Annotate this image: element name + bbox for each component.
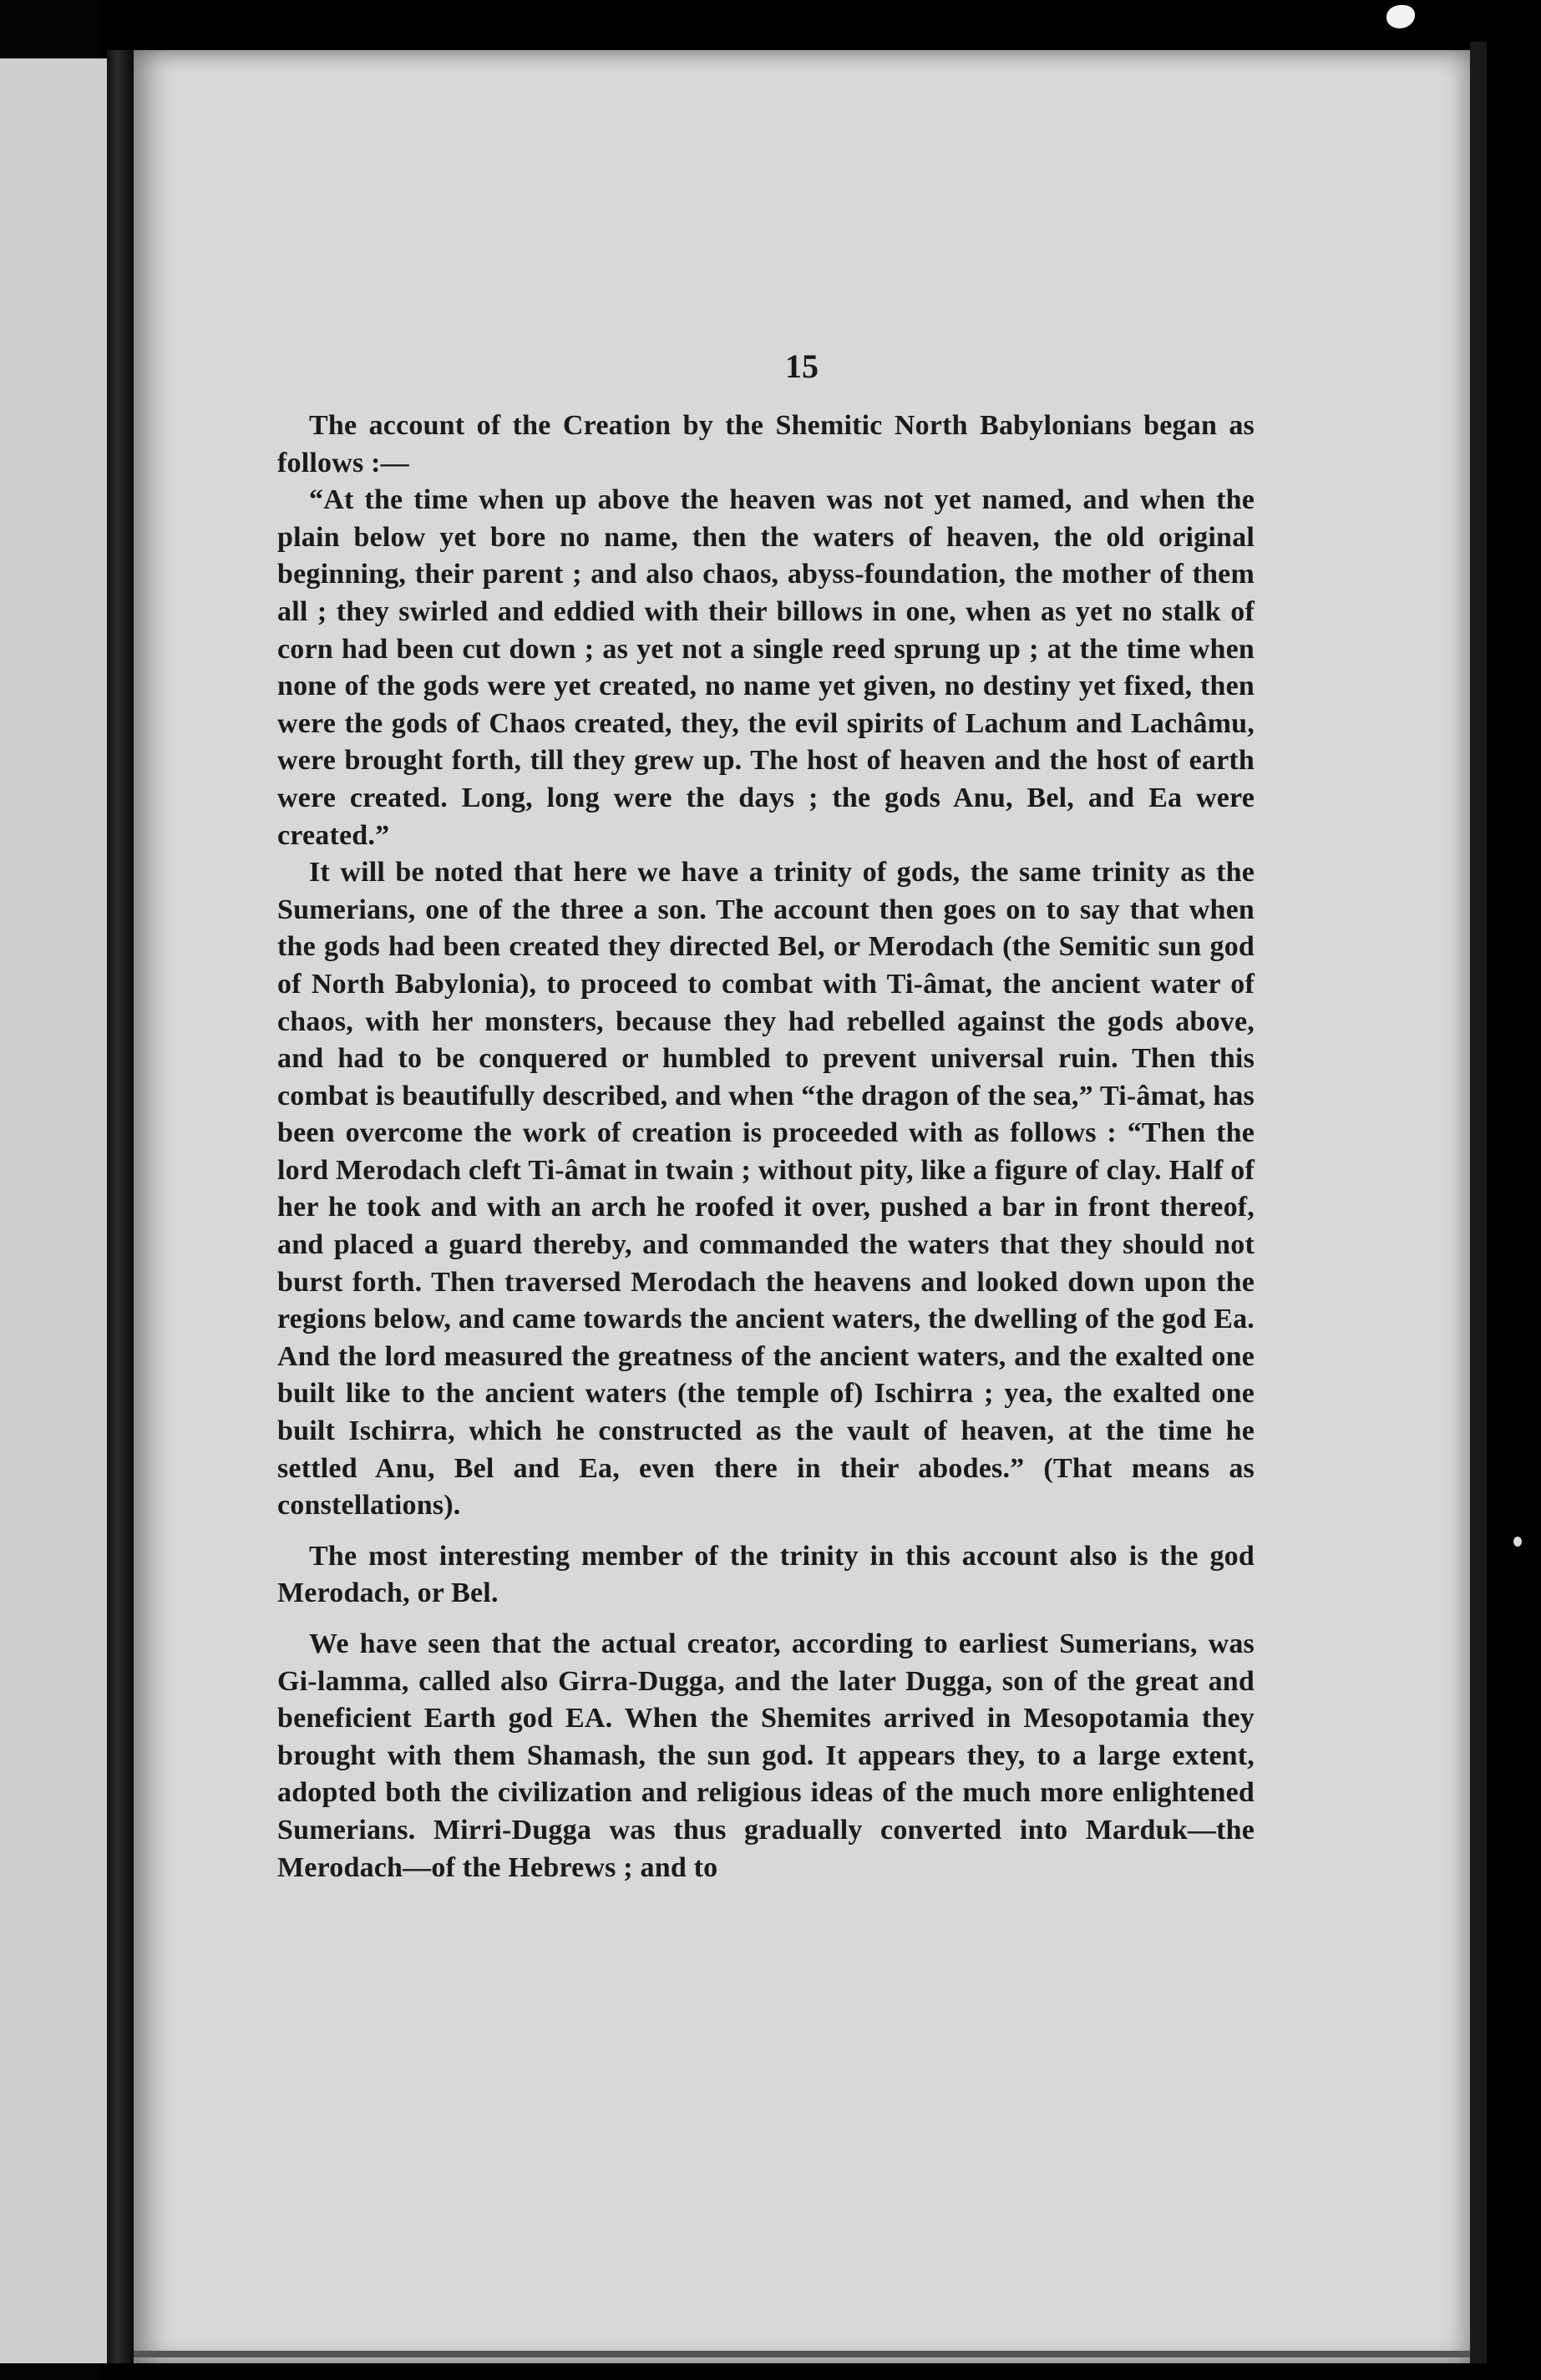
paragraph-quotation: “At the time when up above the heaven was not yet named, and when the plain below yet bore no name, then the waters of heaven, the old original beginning, their parent ; and also chaos, abyss-foundation, the mother of them all ; they swirled and eddied with their billows in one, when as yet no stalk of corn had been cut down ; as yet not a single reed sprung up ; at the time when none of the gods were yet created, no name yet given, no destiny yet fixed, then were the gods of Chaos created, they, the evil spirits of Lachum and Lachâmu, were brought forth, till they grew up. The host of heaven and the host of earth were created. Long, long were the days ; the gods Anu, Bel, and Ea were created.” bbox=[277, 484, 1255, 851]
page-gutter-shadow bbox=[107, 50, 134, 2363]
adjacent-page-sliver bbox=[0, 58, 107, 2363]
paragraph-intro: The account of the Creation by the Shemitic North Babylonians began as follows :— bbox=[277, 410, 1255, 479]
paragraph-creator: We have seen that the actual creator, according to earliest Sumerians, was Gi-lamma, called also Girra-Dugga, and the later Dugga, son of the great and beneficient Earth god EA. When the Shemites arrived in Mesopotamia they brought with them Shamash, the sun god. It appears they, to a large extent, adopted both the civilization and religious ideas of the much more enlightened Sumerians. Mirri-Dugga was thus gradually converted into Marduk—the Merodach—of the Hebrews ; and to bbox=[277, 1628, 1255, 1883]
paragraph-merodach: The most interesting member of the trinity in this account also is the god Merodach, or Bel. bbox=[277, 1540, 1255, 1609]
page-number: 15 bbox=[785, 347, 819, 385]
body-text bbox=[277, 408, 1255, 1886]
page-bottom-edge bbox=[134, 2351, 1470, 2357]
paragraph-trinity: It will be noted that here we have a trinity of gods, the same trinity as the Sumerians, one of the three a son. The account then goes on to say that when the gods had been created they directed Bel, or Merodach (the Semitic sun god of North Babylonia), to proceed to combat with Ti-âmat, the ancient water of chaos, with her monsters, because they had rebelled against the gods above, and had to be conquered or humbled to prevent universal ruin. Then this combat is beautifully described, and when “the dragon of the sea,” Ti-âmat, has been overcome the work of creation is proceeded with as follows : “Then the lord Merodach cleft Ti-âmat in twain ; without pity, like a figure of clay. Half of her he took and with an arch he roofed it over, pushed a bar in front thereof, and placed a guard thereby, and commanded the waters that they should not burst forth. Then traversed Merodach the heavens and looked down upon the regions below, and came towards the ancient waters, the dwelling of the god Ea. And the lord measured the greatness of the ancient waters, and the exalted one built like to the ancient waters (the temple of) Ischirra ; yea, the exalted one built Ischirra, which he constructed as the vault of heaven, at the time he settled Anu, Bel and Ea, even there in their abodes.” (That means as constellations). bbox=[277, 857, 1255, 1522]
page-right-edge bbox=[1470, 42, 1487, 2363]
scan-artifact-corner-mark bbox=[1386, 5, 1415, 28]
scan-artifact-edge-dot bbox=[1513, 1537, 1522, 1547]
